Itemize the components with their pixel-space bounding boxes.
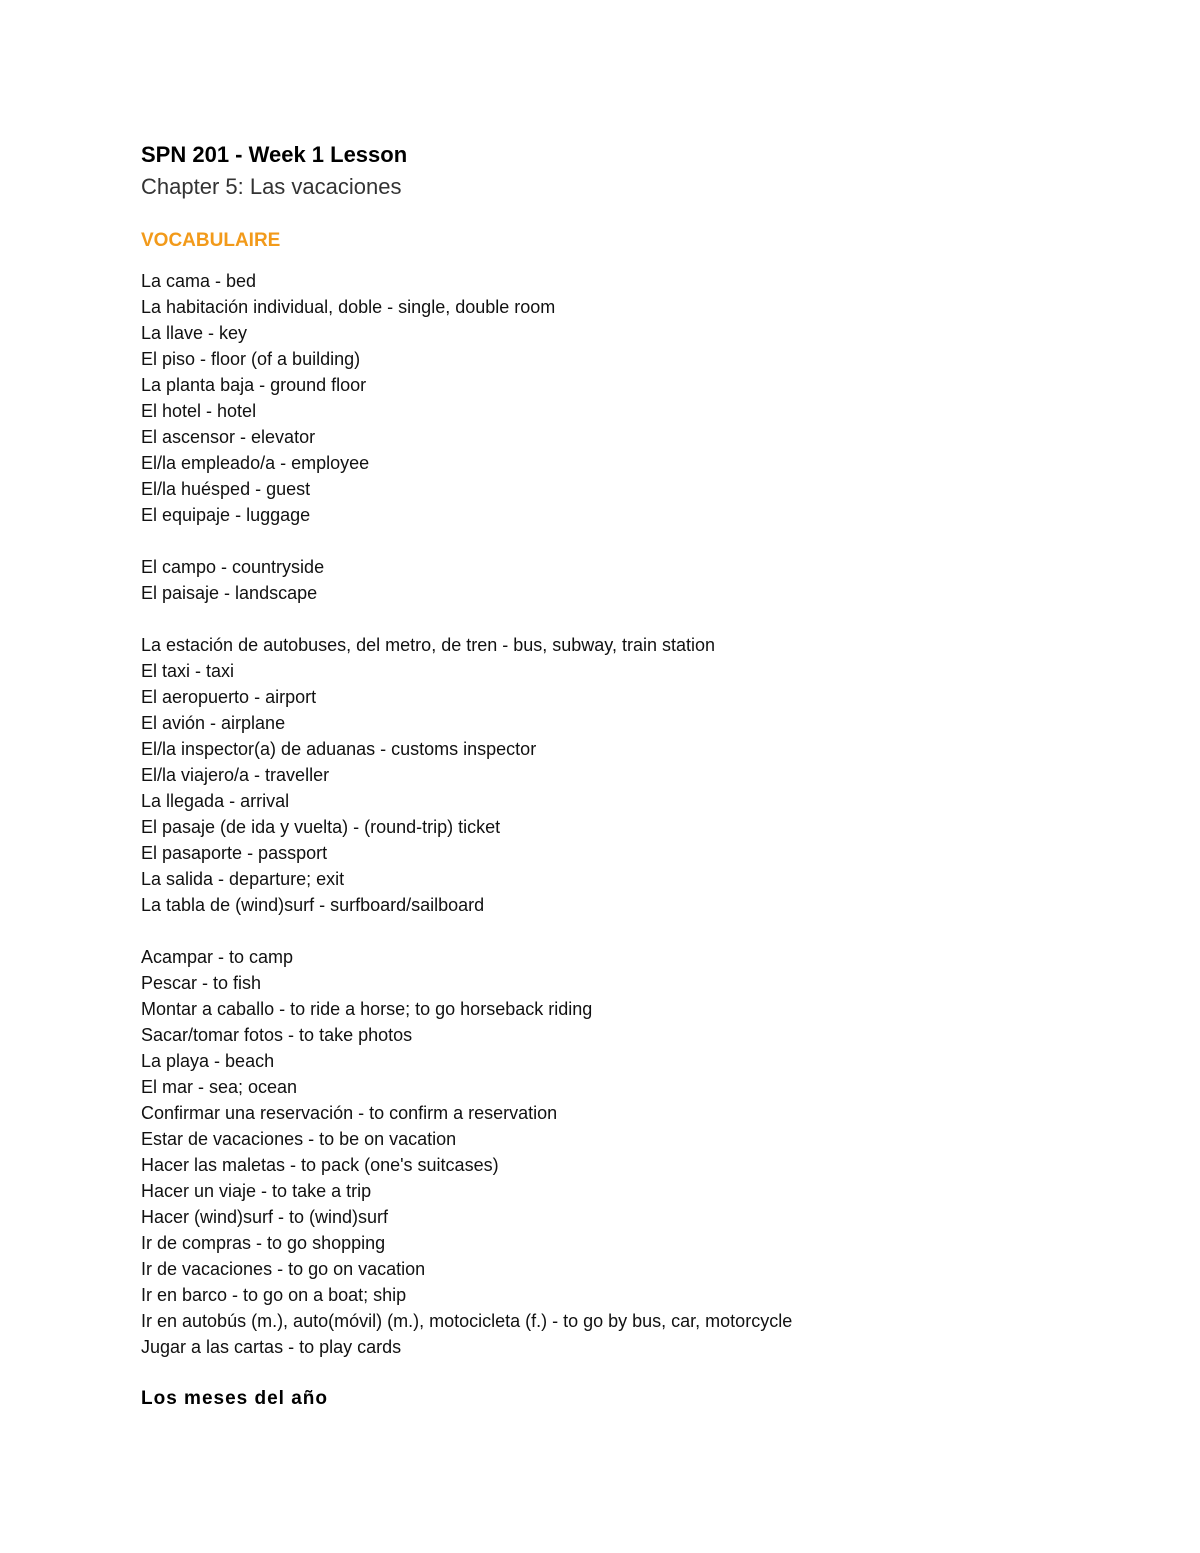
- vocab-item: Acampar - to camp: [141, 947, 294, 967]
- vocab-item: Estar de vacaciones - to be on vacation: [141, 1129, 457, 1149]
- vocab-item: El ascensor - elevator: [141, 427, 316, 447]
- vocab-item: El avión - airplane: [141, 713, 286, 733]
- vocab-group: [141, 554, 1121, 606]
- page-subtitle: Chapter 5: Las vacaciones: [141, 174, 402, 199]
- vocab-item: El campo - countryside: [141, 557, 325, 577]
- vocab-group: [141, 268, 1121, 528]
- vocab-item: El pasaje (de ida y vuelta) - (round-trip) ticket: [141, 817, 501, 837]
- vocab-item: El aeropuerto - airport: [141, 687, 317, 707]
- document-page: [141, 140, 1121, 1412]
- vocab-item: La playa - beach: [141, 1051, 275, 1071]
- vocab-item: El/la inspector(a) de aduanas - customs inspector: [141, 739, 537, 759]
- months-heading: Los meses del año: [141, 1388, 329, 1409]
- vocab-list: [141, 268, 1121, 1360]
- vocab-item: Hacer (wind)surf - to (wind)surf: [141, 1207, 389, 1227]
- page-title: SPN 201 - Week 1 Lesson: [141, 142, 408, 167]
- vocab-item: El taxi - taxi: [141, 661, 235, 681]
- vocab-item: El pasaporte - passport: [141, 843, 328, 863]
- vocab-item: La cama - bed: [141, 271, 257, 291]
- vocab-item: Ir de compras - to go shopping: [141, 1233, 386, 1253]
- vocab-item: La tabla de (wind)surf - surfboard/sailboard: [141, 895, 485, 915]
- vocab-item: El hotel - hotel: [141, 401, 257, 421]
- vocab-item: Hacer las maletas - to pack (one's suitcases): [141, 1155, 499, 1175]
- vocab-item: El piso - floor (of a building): [141, 349, 361, 369]
- vocab-item: Montar a caballo - to ride a horse; to go horseback riding: [141, 999, 593, 1019]
- vocab-item: El/la empleado/a - employee: [141, 453, 370, 473]
- vocab-item: La salida - departure; exit: [141, 869, 345, 889]
- vocab-item: Sacar/tomar fotos - to take photos: [141, 1025, 413, 1045]
- vocab-item: Ir en barco - to go on a boat; ship: [141, 1285, 407, 1305]
- vocab-item: La planta baja - ground floor: [141, 375, 367, 395]
- vocab-item: El/la viajero/a - traveller: [141, 765, 330, 785]
- vocab-item: Pescar - to fish: [141, 973, 262, 993]
- vocab-group: [141, 632, 1121, 918]
- vocab-item: El equipaje - luggage: [141, 505, 311, 525]
- vocab-item: El mar - sea; ocean: [141, 1077, 298, 1097]
- vocab-item: El paisaje - landscape: [141, 583, 318, 603]
- vocab-item: Ir en autobús (m.), auto(móvil) (m.), motocicleta (f.) - to go by bus, car, motorcycle: [141, 1311, 793, 1331]
- vocab-item: Ir de vacaciones - to go on vacation: [141, 1259, 426, 1279]
- vocab-item: La estación de autobuses, del metro, de tren - bus, subway, train station: [141, 635, 715, 655]
- vocab-item: Jugar a las cartas - to play cards: [141, 1337, 402, 1357]
- vocab-item: La habitación individual, doble - single, double room: [141, 297, 556, 317]
- vocab-group: [141, 944, 1121, 1360]
- vocab-item: La llegada - arrival: [141, 791, 290, 811]
- vocab-item: La llave - key: [141, 323, 248, 343]
- vocab-item: Hacer un viaje - to take a trip: [141, 1181, 372, 1201]
- vocab-heading: VOCABULAIRE: [141, 230, 281, 251]
- vocab-item: Confirmar una reservación - to confirm a reservation: [141, 1103, 558, 1123]
- vocab-item: El/la huésped - guest: [141, 479, 311, 499]
